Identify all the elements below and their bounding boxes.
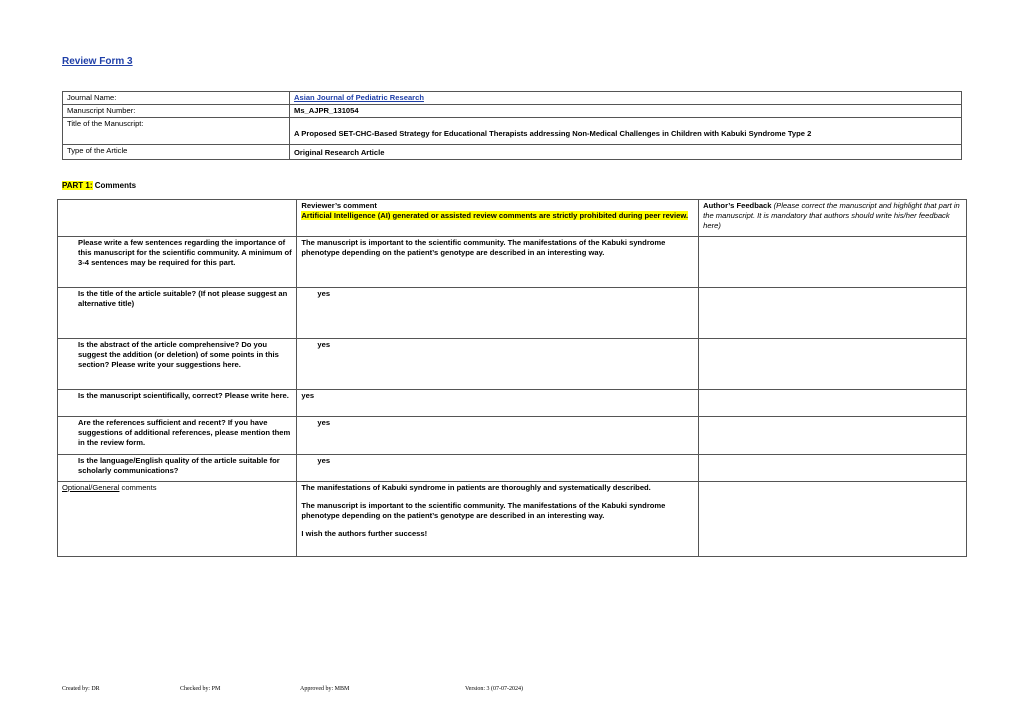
question-cell: Are the references sufficient and recent? If you have suggestions of additional references, please mention them in the review form. (58, 417, 297, 455)
comment-cell[interactable]: yes (297, 288, 699, 339)
type-row (63, 145, 962, 160)
footer-approved-by: Approved by: MBM (300, 686, 350, 692)
ai-warning: Artificial Intelligence (AI) generated or assisted review comments are strictly prohibited during peer review. (301, 211, 689, 221)
part1-heading (62, 181, 136, 190)
optional-comments-suffix: comments (119, 483, 157, 492)
author-feedback-cell[interactable] (699, 390, 967, 417)
comment-cell[interactable]: yes (297, 339, 699, 390)
author-feedback-title: Author’s Feedback (703, 201, 772, 210)
footer-checked-by: Checked by: PM (180, 686, 221, 692)
manuscript-number-label: Manuscript Number: (63, 105, 290, 118)
optional-comment-cell[interactable] (297, 482, 699, 557)
footer-version: Version: 3 (07-07-2024) (465, 686, 523, 692)
author-feedback-cell[interactable] (699, 288, 967, 339)
optional-comment-paragraph: I wish the authors further success! (301, 529, 428, 539)
comment-cell[interactable]: yes (297, 417, 699, 455)
type-label: Type of the Article (63, 145, 290, 160)
title-row (63, 118, 962, 145)
journal-row (63, 92, 962, 105)
optional-comment-paragraph: The manifestations of Kabuki syndrome in patients are thoroughly and systematically described. (301, 483, 651, 492)
table-row (58, 237, 967, 288)
journal-link[interactable]: Asian Journal of Pediatric Research (294, 93, 424, 102)
optional-comment-paragraph: The manuscript is important to the scientific community. The manifestations of the Kabuki syndrome phenotype depending on the patient’s genotype are described in an interesting way. (301, 501, 666, 521)
author-feedback-note: (Please correct the manuscript and highlight that part in the manuscript. It is mandatory that authors should write his/her feedback here) (703, 201, 960, 231)
question-cell: Please write a few sentences regarding the importance of this manuscript for the scientific community. A minimum of 3-4 sentences may be required for this part. (58, 237, 297, 288)
author-feedback-cell[interactable] (699, 237, 967, 288)
form-title: Review Form 3 (62, 56, 133, 67)
header-row (58, 200, 967, 237)
author-feedback-cell[interactable] (699, 339, 967, 390)
reviewer-comment-title: Reviewer’s comment (301, 201, 377, 210)
footer-created-by: Created by: DR (62, 686, 100, 692)
manuscript-number-row (63, 105, 962, 118)
question-cell: Is the language/English quality of the article suitable for scholarly communications? (58, 455, 297, 482)
table-row (58, 288, 967, 339)
question-cell: Is the title of the article suitable? (If not please suggest an alternative title) (58, 288, 297, 339)
author-feedback-cell[interactable] (699, 482, 967, 557)
comment-cell[interactable]: yes (297, 390, 699, 417)
manuscript-info-table (62, 91, 962, 160)
author-feedback-cell[interactable] (699, 417, 967, 455)
manuscript-number-value: Ms_AJPR_131054 (290, 105, 962, 118)
part1-prefix: PART 1: (62, 181, 93, 190)
title-value: A Proposed SET-CHC-Based Strategy for Educational Therapists addressing Non-Medical Challenges in Children with Kabuki Syndrome Type 2 (290, 118, 962, 145)
optional-comments-label (58, 482, 297, 557)
question-cell: Is the abstract of the article comprehensive? Do you suggest the addition (or deletion) of some points in this section? Please write your suggestions here. (58, 339, 297, 390)
type-value: Original Research Article (290, 145, 962, 160)
journal-label: Journal Name: (63, 92, 290, 105)
comment-cell[interactable]: The manuscript is important to the scientific community. The manifestations of the Kabuki syndrome phenotype depending on the patient’s genotype are described in an interesting way. (297, 237, 699, 288)
author-header-cell (699, 200, 967, 237)
optional-general-label: Optional/General (62, 483, 120, 492)
comment-cell[interactable]: yes (297, 455, 699, 482)
table-row (58, 455, 967, 482)
title-label: Title of the Manuscript: (63, 118, 290, 145)
optional-comments-row (58, 482, 967, 557)
table-row (58, 390, 967, 417)
comments-table (57, 199, 967, 557)
question-cell: Is the manuscript scientifically, correct? Please write here. (58, 390, 297, 417)
table-row (58, 417, 967, 455)
table-row (58, 339, 967, 390)
part1-suffix: Comments (92, 181, 137, 190)
reviewer-header-cell (297, 200, 699, 237)
header-empty-cell (58, 200, 297, 237)
author-feedback-cell[interactable] (699, 455, 967, 482)
